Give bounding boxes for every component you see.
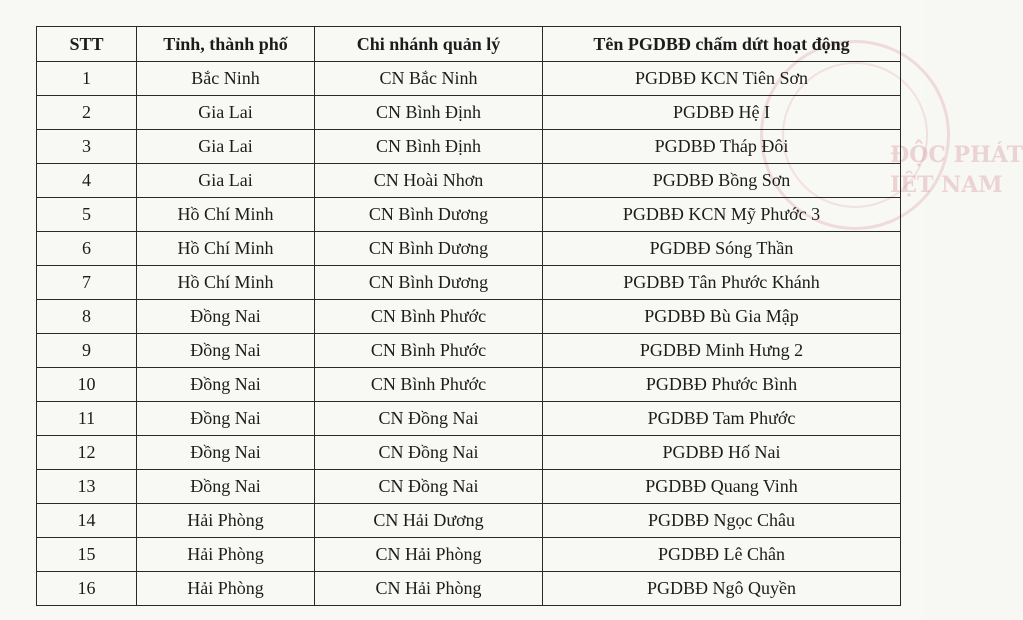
- cell-province: Đồng Nai: [137, 402, 315, 436]
- cell-branch: CN Đồng Nai: [315, 470, 543, 504]
- cell-province: Gia Lai: [137, 96, 315, 130]
- official-stamp-lettering: ĐỘC PHÁT IỆT NAM: [890, 142, 1023, 198]
- cell-province: Hải Phòng: [137, 538, 315, 572]
- table-row: [37, 504, 901, 538]
- cell-stt: 10: [37, 368, 137, 402]
- table-row: [37, 436, 901, 470]
- cell-branch: CN Bình Phước: [315, 368, 543, 402]
- header-province: Tỉnh, thành phố: [137, 27, 315, 62]
- table-row: [37, 368, 901, 402]
- cell-stt: 14: [37, 504, 137, 538]
- table-row: [37, 164, 901, 198]
- cell-province: Đồng Nai: [137, 368, 315, 402]
- cell-branch: CN Hoài Nhơn: [315, 164, 543, 198]
- table-row: [37, 572, 901, 606]
- cell-office: PGDBĐ Quang Vinh: [543, 470, 901, 504]
- table-row: [37, 232, 901, 266]
- cell-stt: 2: [37, 96, 137, 130]
- cell-stt: 6: [37, 232, 137, 266]
- cell-branch: CN Bình Dương: [315, 266, 543, 300]
- cell-branch: CN Bình Phước: [315, 334, 543, 368]
- cell-office: PGDBĐ Tân Phước Khánh: [543, 266, 901, 300]
- cell-branch: CN Bắc Ninh: [315, 62, 543, 96]
- cell-province: Hải Phòng: [137, 572, 315, 606]
- table-row: [37, 538, 901, 572]
- cell-province: Hồ Chí Minh: [137, 198, 315, 232]
- cell-province: Gia Lai: [137, 164, 315, 198]
- header-branch: Chi nhánh quản lý: [315, 27, 543, 62]
- cell-stt: 16: [37, 572, 137, 606]
- cell-province: Bắc Ninh: [137, 62, 315, 96]
- cell-stt: 15: [37, 538, 137, 572]
- table-row: [37, 62, 901, 96]
- cell-office: PGDBĐ Hố Nai: [543, 436, 901, 470]
- cell-stt: 12: [37, 436, 137, 470]
- cell-branch: CN Hải Dương: [315, 504, 543, 538]
- cell-office: PGDBĐ Sóng Thần: [543, 232, 901, 266]
- cell-province: Đồng Nai: [137, 470, 315, 504]
- cell-office: PGDBĐ Minh Hưng 2: [543, 334, 901, 368]
- cell-province: Đồng Nai: [137, 334, 315, 368]
- cell-stt: 13: [37, 470, 137, 504]
- table-row: [37, 334, 901, 368]
- cell-stt: 3: [37, 130, 137, 164]
- cell-branch: CN Bình Dương: [315, 198, 543, 232]
- table-row: [37, 402, 901, 436]
- cell-office: PGDBĐ Ngọc Châu: [543, 504, 901, 538]
- cell-office: PGDBĐ Tam Phước: [543, 402, 901, 436]
- cell-province: Hồ Chí Minh: [137, 266, 315, 300]
- cell-branch: CN Đồng Nai: [315, 402, 543, 436]
- cell-stt: 7: [37, 266, 137, 300]
- cell-branch: CN Đồng Nai: [315, 436, 543, 470]
- cell-office: PGDBĐ Bồng Sơn: [543, 164, 901, 198]
- table-header-row: [37, 27, 901, 62]
- cell-branch: CN Bình Định: [315, 96, 543, 130]
- header-stt: STT: [37, 27, 137, 62]
- cell-office: PGDBĐ Lê Chân: [543, 538, 901, 572]
- cell-office: PGDBĐ Phước Bình: [543, 368, 901, 402]
- cell-province: Gia Lai: [137, 130, 315, 164]
- table-row: [37, 470, 901, 504]
- cell-province: Hồ Chí Minh: [137, 232, 315, 266]
- cell-stt: 8: [37, 300, 137, 334]
- cell-branch: CN Bình Dương: [315, 232, 543, 266]
- cell-office: PGDBĐ Tháp Đôi: [543, 130, 901, 164]
- cell-stt: 1: [37, 62, 137, 96]
- cell-office: PGDBĐ KCN Tiên Sơn: [543, 62, 901, 96]
- cell-stt: 9: [37, 334, 137, 368]
- cell-office: PGDBĐ Ngô Quyền: [543, 572, 901, 606]
- cell-stt: 4: [37, 164, 137, 198]
- header-office: Tên PGDBĐ chấm dứt hoạt động: [543, 27, 901, 62]
- cell-branch: CN Hải Phòng: [315, 572, 543, 606]
- cell-stt: 11: [37, 402, 137, 436]
- cell-stt: 5: [37, 198, 137, 232]
- cell-branch: CN Bình Định: [315, 130, 543, 164]
- cell-office: PGDBĐ KCN Mỹ Phước 3: [543, 198, 901, 232]
- closed-offices-table: [36, 26, 901, 606]
- table-row: [37, 300, 901, 334]
- cell-office: PGDBĐ Hệ I: [543, 96, 901, 130]
- cell-branch: CN Hải Phòng: [315, 538, 543, 572]
- cell-office: PGDBĐ Bù Gia Mập: [543, 300, 901, 334]
- table-row: [37, 96, 901, 130]
- cell-province: Hải Phòng: [137, 504, 315, 538]
- cell-province: Đồng Nai: [137, 436, 315, 470]
- cell-branch: CN Bình Phước: [315, 300, 543, 334]
- table-row: [37, 130, 901, 164]
- cell-province: Đồng Nai: [137, 300, 315, 334]
- table-row: [37, 198, 901, 232]
- table-row: [37, 266, 901, 300]
